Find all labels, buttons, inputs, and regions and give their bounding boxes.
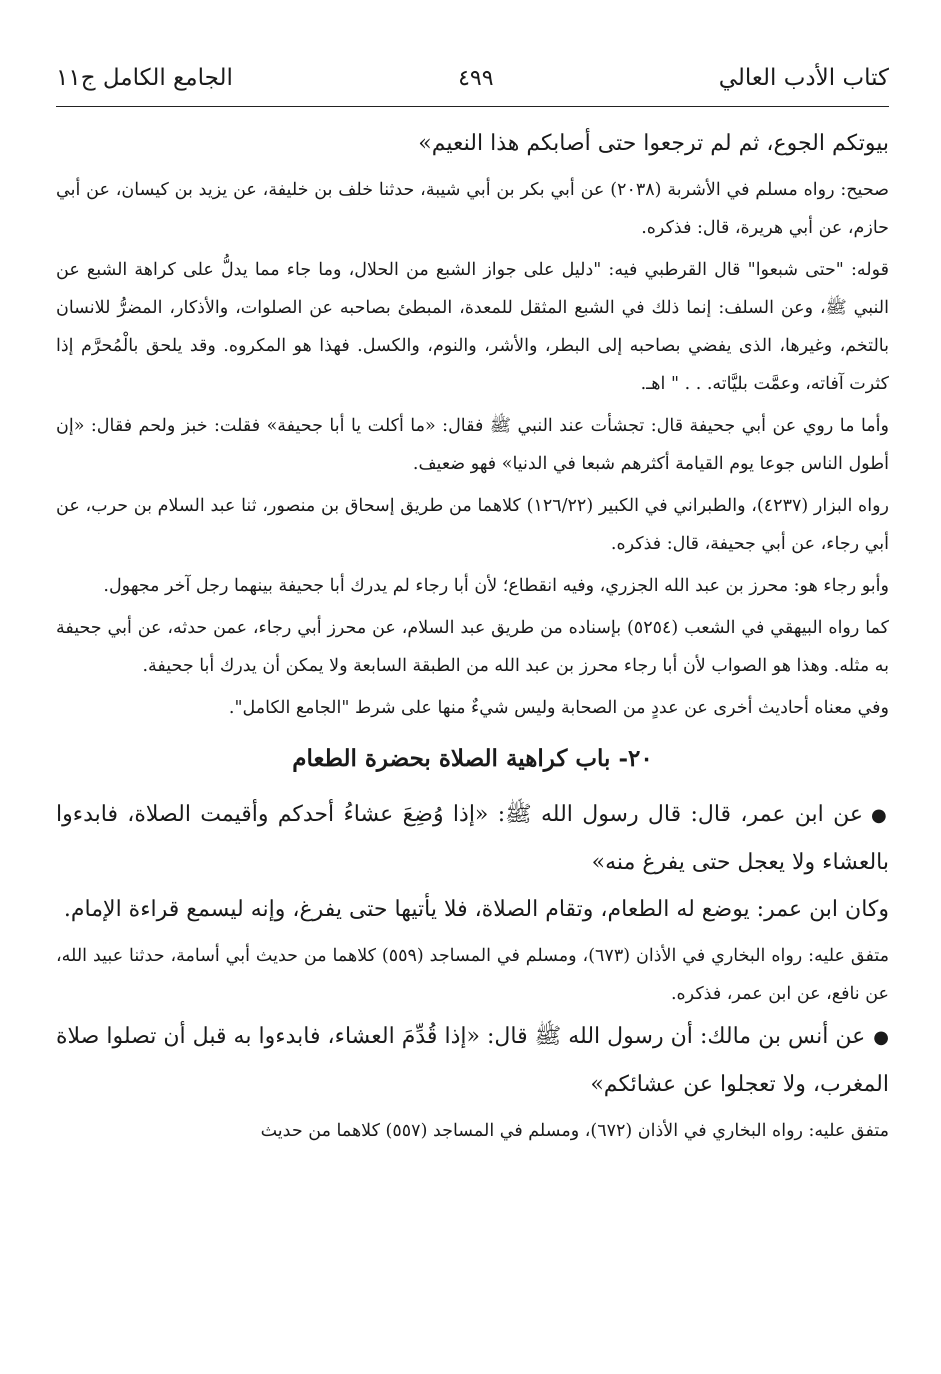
hadith-entry [56, 1013, 889, 1108]
hadith-text: عن ابن عمر، قال: قال رسول الله ﷺ: «إذا وُضِعَ عشاءُ أحدكم وأقيمت الصلاة، فابدءوا بالعشاء ولا يعجل حتى يفرغ منه» [56, 802, 889, 875]
commentary-note: قوله: "حتى شبعوا" قال القرطبي فيه: "دليل على جواز الشبع من الحلال، وما جاء مما يدلُّ على كراهة الشبع عن النبي ﷺ، وعن السلف: إنما ذلك في الشبع المثقل للمعدة، المبطئ بصاحبه عن الصلوات، والأذكار، المضرُّ للانسان بالتخم، وغيرها، الذى يفضي بصاحبه إلى البطر، والأشر، والنوم، والكسل. فهذا هو المكروه. وقد يلحق بالْمُحرَّم إذا كثرت آفاته، وعمَّت بليَّاته. . . " اهـ. [56, 260, 889, 394]
book-title: كتاب الأدب العالي [718, 65, 889, 91]
takhrij-note: متفق عليه: رواه البخاري في الأذان (٦٧٣)، ومسلم في المساجد (٥٥٩) كلاهما من حديث أبي أسامة، حدثنا عبيد الله، عن نافع، عن ابن عمر، فذكره. [56, 946, 890, 1004]
page-header [56, 58, 889, 98]
hadith-entry [56, 791, 889, 886]
takhrij-note: متفق عليه: رواه البخاري في الأذان (٦٧٢)، ومسلم في المساجد (٥٥٧) كلاهما من حديث [260, 1121, 889, 1141]
commentary-note: وفي معناه أحاديث أخرى عن عددٍ من الصحابة وليس شيءٌ منها على شرط "الجامع الكامل". [228, 698, 889, 718]
takhrij-note: صحيح: رواه مسلم في الأشربة (٢٠٣٨) عن أبي بكر بن أبي شيبة، حدثنا خلف بن خليفة، عن يزيد بن كيسان، عن أبي حازم، عن أبي هريرة، قال: فذكره. [56, 180, 889, 238]
volume-label: الجامع الكامل ج١١ [56, 65, 233, 91]
commentary-note: كما رواه البيهقي في الشعب (٥٢٥٤) بإسناده من طريق عبد السلام، عن محرز أبي رجاء، عمن حدثه، عن أبي جحيفة به مثله. وهذا هو الصواب لأن أبا رجاء محرز بن عبد الله من الطبقة السابعة ولا يمكن أن يدرك أبا جحيفة. [56, 618, 889, 676]
commentary-note: وأبو رجاء هو: محرز بن عبد الله الجزري، وفيه انقطاع؛ لأن أبا رجاء لم يدرك أبا جحيفة بينهما رجل آخر مجهول. [103, 576, 889, 596]
hadith-text: وكان ابن عمر: يوضع له الطعام، وتقام الصلاة، فلا يأتيها حتى يفرغ، وإنه ليسمع قراءة الإمام. [63, 897, 889, 922]
takhrij-note: رواه البزار (٤٢٣٧)، والطبراني في الكبير (١٢٦/٢٢) كلاهما من طريق إسحاق بن منصور، ثنا عبد السلام بن حرب، عن أبي رجاء، عن أبي جحيفة، قال: فذكره. [56, 496, 889, 554]
page-number: ٤٩٩ [458, 65, 494, 91]
commentary-note: وأما ما روي عن أبي جحيفة قال: تجشأت عند النبي ﷺ فقال: «ما أكلت يا أبا جحيفة» فقلت: خبز ولحم فقال: «إن أطول الناس جوعا يوم القيامة أكثرهم شبعا في الدنيا» فهو ضعيف. [56, 416, 889, 474]
hadith-text: عن أنس بن مالك: أن رسول الله ﷺ قال: «إذا قُدِّمَ العشاء، فابدءوا به قبل أن تصلوا صلاة المغرب، ولا تعجلوا عن عشائكم» [56, 1024, 889, 1097]
page-body [56, 120, 889, 1150]
bullet-icon: ● [873, 1027, 889, 1048]
header-rule [56, 106, 889, 107]
hadith-text: بيوتكم الجوع، ثم لم ترجعوا حتى أصابكم هذا النعيم» [418, 131, 889, 156]
bullet-icon: ● [870, 805, 889, 826]
chapter-heading: ٢٠- باب كراهية الصلاة بحضرة الطعام [292, 745, 653, 772]
